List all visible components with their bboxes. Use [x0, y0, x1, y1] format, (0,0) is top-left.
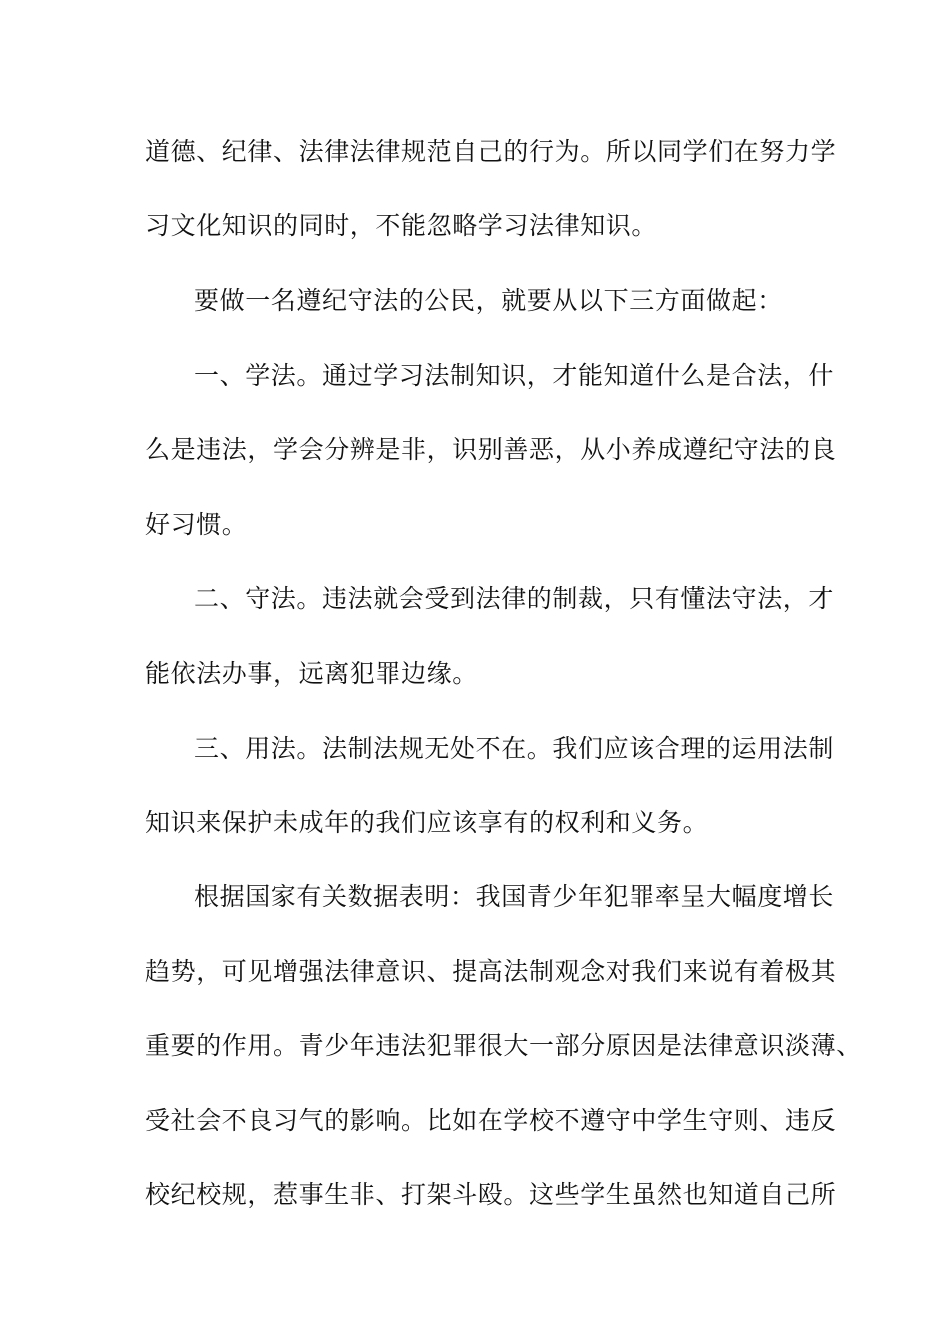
text-line: 趋势，可见增强法律意识、提高法制观念对我们来说有着极其: [145, 957, 837, 986]
text-line: 习文化知识的同时，不能忽略学习法律知识。: [145, 211, 658, 240]
text-line: 好习惯。: [145, 510, 248, 539]
paragraph-first-line: 一、学法。通过学习法制知识，才能知道什么是合法，什: [194, 361, 835, 390]
text-line: 受社会不良习气的影响。比如在学校不遵守中学生守则、违反: [145, 1106, 837, 1135]
text-line: 知识来保护未成年的我们应该享有的权利和义务。: [145, 808, 709, 837]
paragraph-first-line: 根据国家有关数据表明：我国青少年犯罪率呈大幅度增长: [194, 882, 835, 911]
paragraph-first-line: 二、守法。违法就会受到法律的制裁，只有懂法守法，才: [194, 584, 835, 613]
text-line: 么是违法，学会分辨是非，识别善恶，从小养成遵纪守法的良: [145, 435, 837, 464]
text-line: 能依法办事，远离犯罪边缘。: [145, 659, 478, 688]
text-line: 校纪校规，惹事生非、打架斗殴。这些学生虽然也知道自己所: [145, 1180, 837, 1209]
text-line: 道德、纪律、法律法律规范自己的行为。所以同学们在努力学: [145, 137, 837, 166]
text-line: 重要的作用。青少年违法犯罪很大一部分原因是法律意识淡薄、: [145, 1031, 862, 1060]
paragraph-first-line: 要做一名遵纪守法的公民，就要从以下三方面做起：: [194, 286, 783, 315]
paragraph-first-line: 三、用法。法制法规无处不在。我们应该合理的运用法制: [194, 734, 835, 763]
